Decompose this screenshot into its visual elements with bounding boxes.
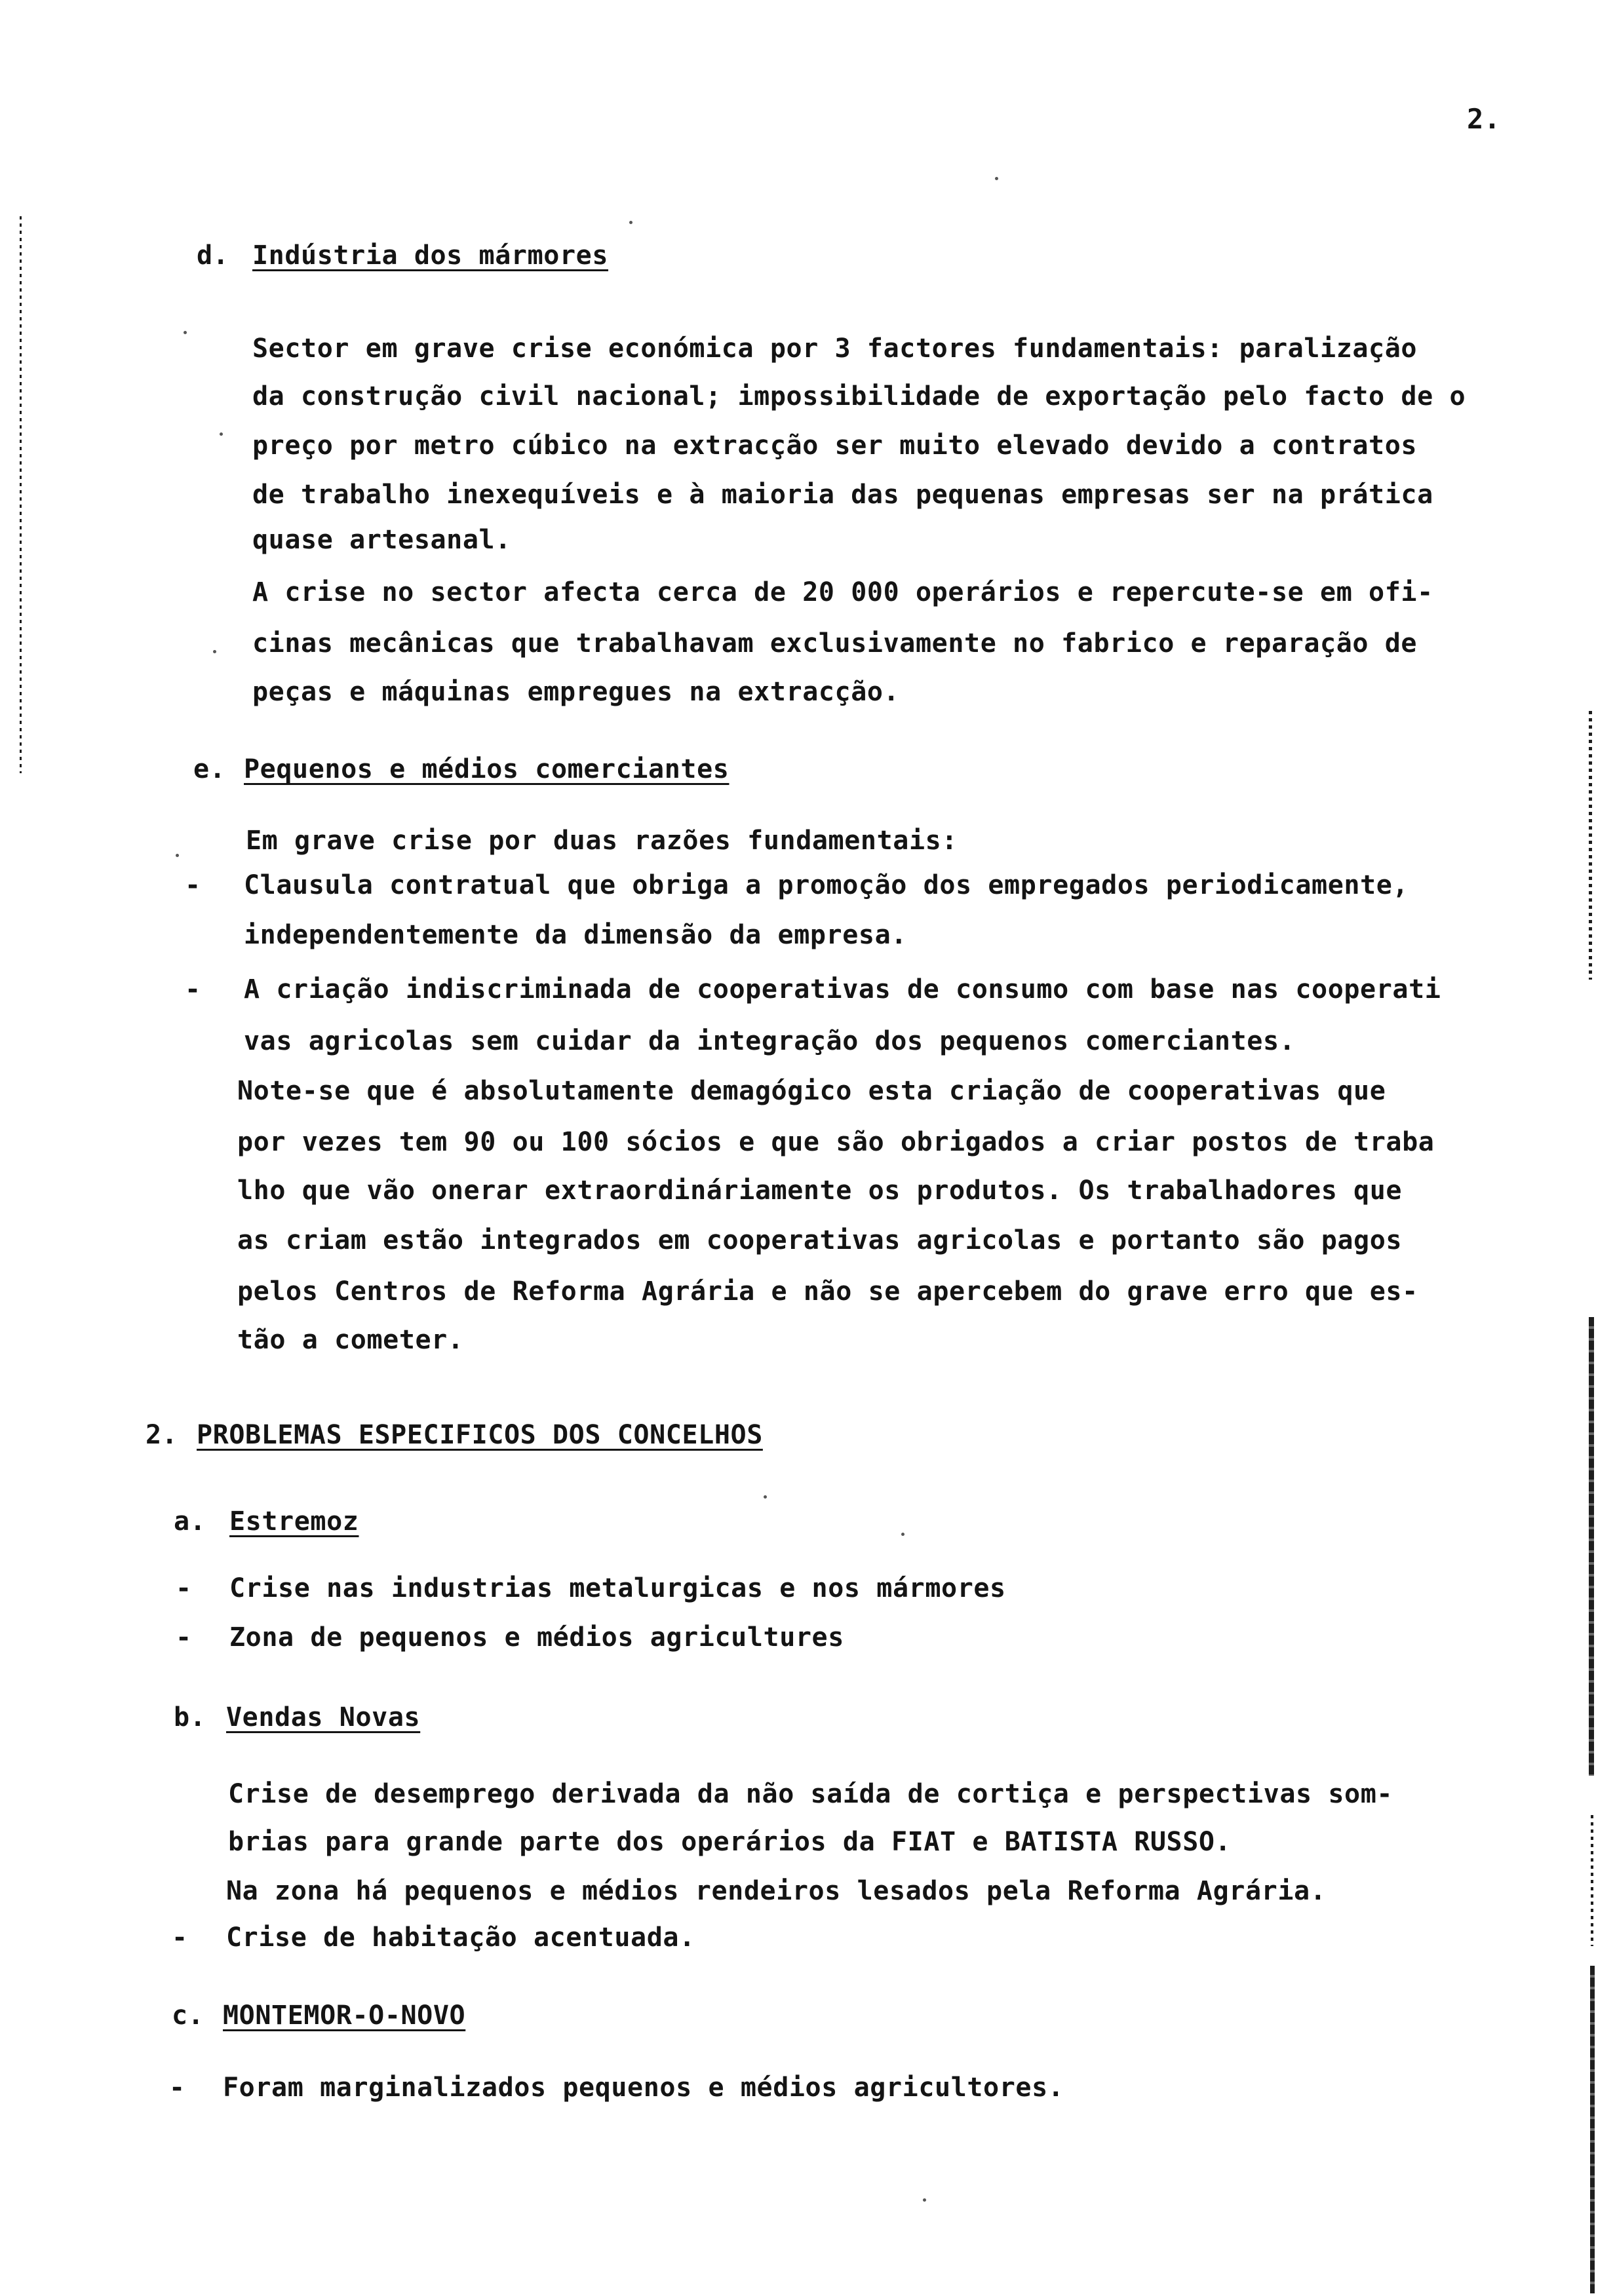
bullet-marker: -: [169, 2073, 185, 2103]
section-e-bullet-line: A criação indiscriminada de cooperativas de consumo com base nas cooperati: [244, 974, 1441, 1004]
scan-edge-mark: [1590, 1966, 1595, 2293]
section-e-note-line: as criam estão integrados em cooperativas agricolas e portanto são pagos: [237, 1225, 1403, 1255]
section-d-line: quase artesanal.: [252, 525, 511, 555]
subsection-b-heading: Vendas Novas: [226, 1702, 421, 1732]
subsection-a-bullet: Crise nas industrias metalurgicas e nos mármores: [229, 1573, 1006, 1603]
scan-edge-mark: [1589, 1317, 1594, 1776]
section-e-intro: Em grave crise por duas razões fundamentais:: [246, 826, 958, 856]
subsection-b-line: Crise de desemprego derivada da não saída de cortiça e perspectivas som-: [228, 1779, 1393, 1809]
subsection-b-line: Na zona há pequenos e médios rendeiros lesados pela Reforma Agrária.: [226, 1876, 1327, 1906]
subsection-c-bullet: Foram marginalizados pequenos e médios agricultores.: [223, 2073, 1064, 2103]
scan-speck: [213, 650, 216, 653]
scan-edge-mark: [1591, 1815, 1593, 1946]
subsection-b-line: brias para grande parte dos operários da FIAT e BATISTA RUSSO.: [228, 1827, 1232, 1857]
page-number: 2.: [1467, 103, 1501, 135]
section-d-line: da construção civil nacional; impossibilidade de exportação pelo facto de o: [252, 381, 1466, 411]
scan-speck: [220, 432, 223, 436]
section-2-marker: 2.: [146, 1420, 178, 1450]
section-e-heading: Pequenos e médios comerciantes: [244, 754, 730, 784]
bullet-marker: -: [185, 870, 201, 900]
scan-speck: [995, 177, 998, 180]
scan-speck: [629, 221, 632, 224]
scan-edge-mark: [1589, 711, 1592, 980]
subsection-a-marker: a.: [174, 1506, 206, 1537]
bullet-marker: -: [176, 1573, 192, 1603]
subsection-c-marker: c.: [172, 2000, 204, 2031]
bullet-marker: -: [185, 974, 201, 1004]
section-d-marker: d.: [197, 240, 229, 271]
scan-edge-mark: [20, 216, 22, 773]
section-e-marker: e.: [193, 754, 226, 784]
scan-speck: [176, 854, 179, 857]
section-e-note-line: Note-se que é absolutamente demagógico esta criação de cooperativas que: [237, 1076, 1386, 1106]
section-e-note-line: pelos Centros de Reforma Agrária e não se apercebem do grave erro que es-: [237, 1276, 1418, 1307]
section-e-note-line: lho que vão onerar extraordináriamente os produtos. Os trabalhadores que: [237, 1176, 1403, 1206]
section-d-line: de trabalho inexequíveis e à maioria das pequenas empresas ser na prática: [252, 480, 1433, 510]
subsection-b-bullet: Crise de habitação acentuada.: [226, 1923, 695, 1953]
section-e-note-line: por vezes tem 90 ou 100 sócios e que são obrigados a criar postos de traba: [237, 1127, 1435, 1157]
bullet-marker: -: [172, 1923, 188, 1953]
section-e-bullet-line: independentemente da dimensão da empresa.: [244, 920, 907, 950]
bullet-marker: -: [176, 1622, 192, 1653]
section-d-line: cinas mecânicas que trabalhavam exclusivamente no fabrico e reparação de: [252, 628, 1418, 659]
scan-speck: [764, 1495, 767, 1499]
section-d-line: A crise no sector afecta cerca de 20 000 operários e repercute-se em ofi-: [252, 577, 1433, 607]
section-d-heading: Indústria dos mármores: [252, 240, 609, 271]
section-e-bullet-line: vas agricolas sem cuidar da integração dos pequenos comerciantes.: [244, 1026, 1296, 1056]
scan-speck: [923, 2198, 926, 2202]
section-d-line: Sector em grave crise económica por 3 factores fundamentais: paralização: [252, 334, 1418, 364]
section-d-line: preço por metro cúbico na extracção ser muito elevado devido a contratos: [252, 430, 1418, 461]
subsection-a-heading: Estremoz: [229, 1506, 359, 1537]
scan-speck: [901, 1533, 905, 1536]
subsection-a-bullet: Zona de pequenos e médios agricultures: [229, 1622, 844, 1653]
subsection-c-heading: MONTEMOR-O-NOVO: [223, 2000, 466, 2031]
section-e-bullet-line: Clausula contratual que obriga a promoção dos empregados periodicamente,: [244, 870, 1409, 900]
section-e-note-line: tão a cometer.: [237, 1325, 464, 1355]
section-d-line: peças e máquinas empregues na extracção.: [252, 677, 900, 707]
subsection-b-marker: b.: [174, 1702, 206, 1732]
section-2-heading: PROBLEMAS ESPECIFICOS DOS CONCELHOS: [197, 1420, 763, 1450]
scan-speck: [184, 331, 187, 334]
